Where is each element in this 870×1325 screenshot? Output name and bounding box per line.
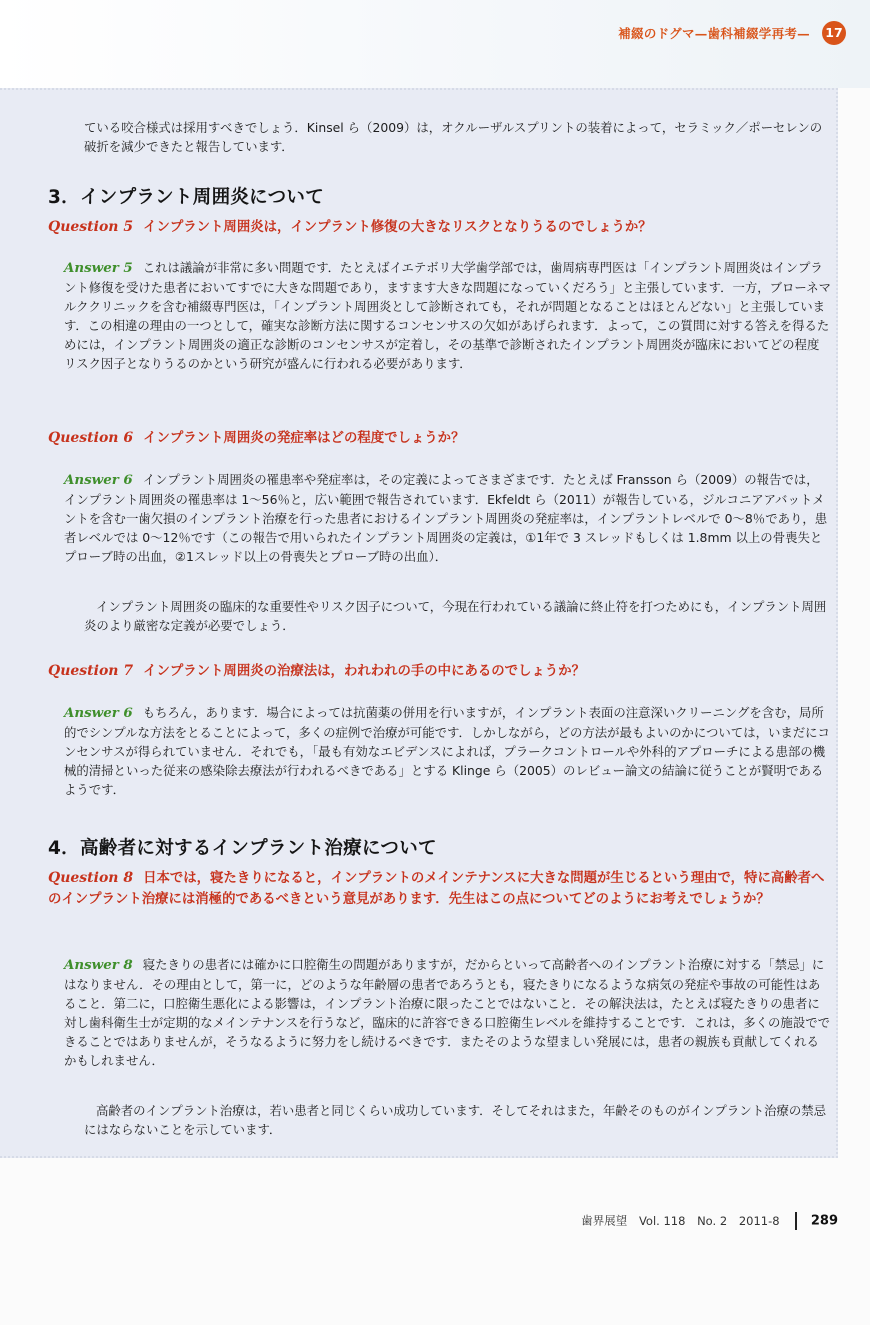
question-8 bbox=[48, 868, 833, 910]
question-5 bbox=[48, 217, 833, 238]
page-number: 289 bbox=[810, 1213, 838, 1229]
question-8-text: 日本では，寝たきりになると，インプラントのメインテナンスに大きな問題が生じるという理由で，特に高齢者へのインプラント治療には消極的であるべきという意見があります．先生はこの点についてどのようにお考えでしょうか？ bbox=[48, 871, 825, 907]
journal-date: 2011-8 bbox=[738, 1213, 780, 1228]
answer-8 bbox=[64, 955, 831, 1070]
footer-divider bbox=[795, 1212, 797, 1230]
journal-volume: Vol. 118 bbox=[638, 1213, 686, 1228]
question-6 bbox=[48, 428, 833, 449]
answer-6-paragraph-2: インプラント周囲炎の臨床的な重要性やリスク因子について，今現在行われている議論に終止符を打つためにも，インプラント周囲炎のより厳密な定義が必要でしょう． bbox=[84, 599, 827, 633]
question-6-label: Question 6 bbox=[48, 430, 134, 446]
question-5-label: Question 5 bbox=[48, 219, 134, 235]
answer-8-paragraph-2: 高齢者のインプラント治療は，若い患者と同じくらい成功しています．そしてそれはまた，年齢そのものがインプラント治療の禁忌にはならないことを示しています． bbox=[84, 1103, 827, 1137]
journal-name: 歯界展望 bbox=[581, 1213, 628, 1228]
answer-8-label: Answer 8 bbox=[64, 957, 133, 973]
journal-issue: No. 2 bbox=[697, 1213, 728, 1228]
running-title: 補綴のドグマ—歯科補綴学再考— bbox=[618, 26, 810, 41]
question-6-text: インプラント周囲炎の発症率はどの程度でしょうか？ bbox=[143, 431, 465, 446]
answer-7-text: もちろん，あります．場合によっては抗菌薬の併用を行いますが，インプラント表面の注意深いクリーニングを含む，局所的でシンプルな方法をとることによって，多くの症例で治療が可能です．しかしながら，どの方法が最もよいのかについては，いまだにコンセンサスが得られていません．それでも，「最も有効なエビデンスによれば，プラークコントロールや外科的アプローチによる患部の機械的清掃といった従来の感染除去療法が行われるべきである」とする Klinge ら（2005）のレビュー論文の結論に従うことが賢明であるようです． bbox=[64, 705, 830, 797]
page-header bbox=[0, 0, 870, 88]
answer-5 bbox=[64, 258, 831, 373]
answer-8-text: 寝たきりの患者には確かに口腔衛生の問題がありますが，だからといって高齢者へのインプラント治療に対する「禁忌」にはなりません．その理由として，第一に，どのような年齢層の患者であろうとも，寝たきりになるような病気の発症や事故の可能性はあること．第二に，口腔衛生悪化による影響は，インプラント治療に限ったことではないこと．その解決法は，たとえば寝たきりの患者に対し歯科衛生士が定期的なメインテナンスを行うなど，臨床的に許容できる口腔衛生レベルを維持することです．これは，多くの施設でできることではありませんが，そうなるように努力をし続けるべきです．またそのような望ましい発展には，患者の親族も貢献してくれるかもしれません． bbox=[64, 957, 830, 1068]
answer-5-text: これは議論が非常に多い問題です．たとえばイエテボリ大学歯学部では，歯周病専門医は「インプラント周囲炎はインプラント修復を受けた患者においてすでに大きな問題であり，ますます大きな問題になっていくだろう」と主張しています．一方，ブローネマルククリニックを含む補綴専門医は，「インプラント周囲炎として診断されても，それが問題となることはほとんどない」と主張しています．この相違の理由の一つとして，確実な診断方法に関するコンセンサスの欠如があげられます．よって，この質問に対する答えを得るためには，インプラント周囲炎の適正な診断のコンセンサスが定着し，その基準で診断されたインプラント周囲炎が臨床においてどの程度リスク因子となりうるのかという研究が盛んに行われる必要があります． bbox=[64, 260, 831, 371]
section-3-heading: 3．インプラント周囲炎について bbox=[48, 187, 325, 208]
answer-6-text: インプラント周囲炎の罹患率や発症率は，その定義によってさまざまです．たとえば Fransson ら（2009）の報告では，インプラント周囲炎の罹患率は 1～56％と，広い範囲で報告されています．Ekfeldt ら（2011）が報告している，ジルコニアアバットメントを含む一歯欠損のインプラント治療を行った患者におけるインプラント周囲炎の発症率は，インプラントレベルで 0～8％であり，患者レベルでは 0～12％です（この報告で用いられたインプラント周囲炎の定義は，①1年で 3 スレッドもしくは 1.8mm 以上の骨喪失とプローブ時の出血，②1スレッド以上の骨喪失とプローブ時の出血）． bbox=[64, 472, 828, 564]
page-footer bbox=[581, 1212, 838, 1230]
question-7-text: インプラント周囲炎の治療法は，われわれの手の中にあるのでしょうか？ bbox=[143, 664, 585, 679]
intro-paragraph: ている咬合様式は採用すべきでしょう．Kinsel ら（2009）は，オクルーザルスプリントの装着によって，セラミック／ポーセレンの破折を減少できたと報告しています． bbox=[84, 120, 823, 154]
question-7-label: Question 7 bbox=[48, 663, 134, 679]
answer-7-label: Answer 6 bbox=[64, 705, 133, 721]
chapter-badge: 17 bbox=[822, 21, 846, 45]
question-8-label: Question 8 bbox=[48, 870, 134, 886]
section-4-heading: 4．高齢者に対するインプラント治療について bbox=[48, 838, 437, 859]
answer-6 bbox=[64, 470, 831, 566]
answer-6-label: Answer 6 bbox=[64, 472, 133, 488]
question-7 bbox=[48, 661, 833, 682]
question-5-text: インプラント周囲炎は，インプラント修復の大きなリスクとなりうるのでしょうか？ bbox=[143, 220, 652, 235]
answer-7 bbox=[64, 703, 831, 799]
answer-5-label: Answer 5 bbox=[64, 260, 133, 276]
